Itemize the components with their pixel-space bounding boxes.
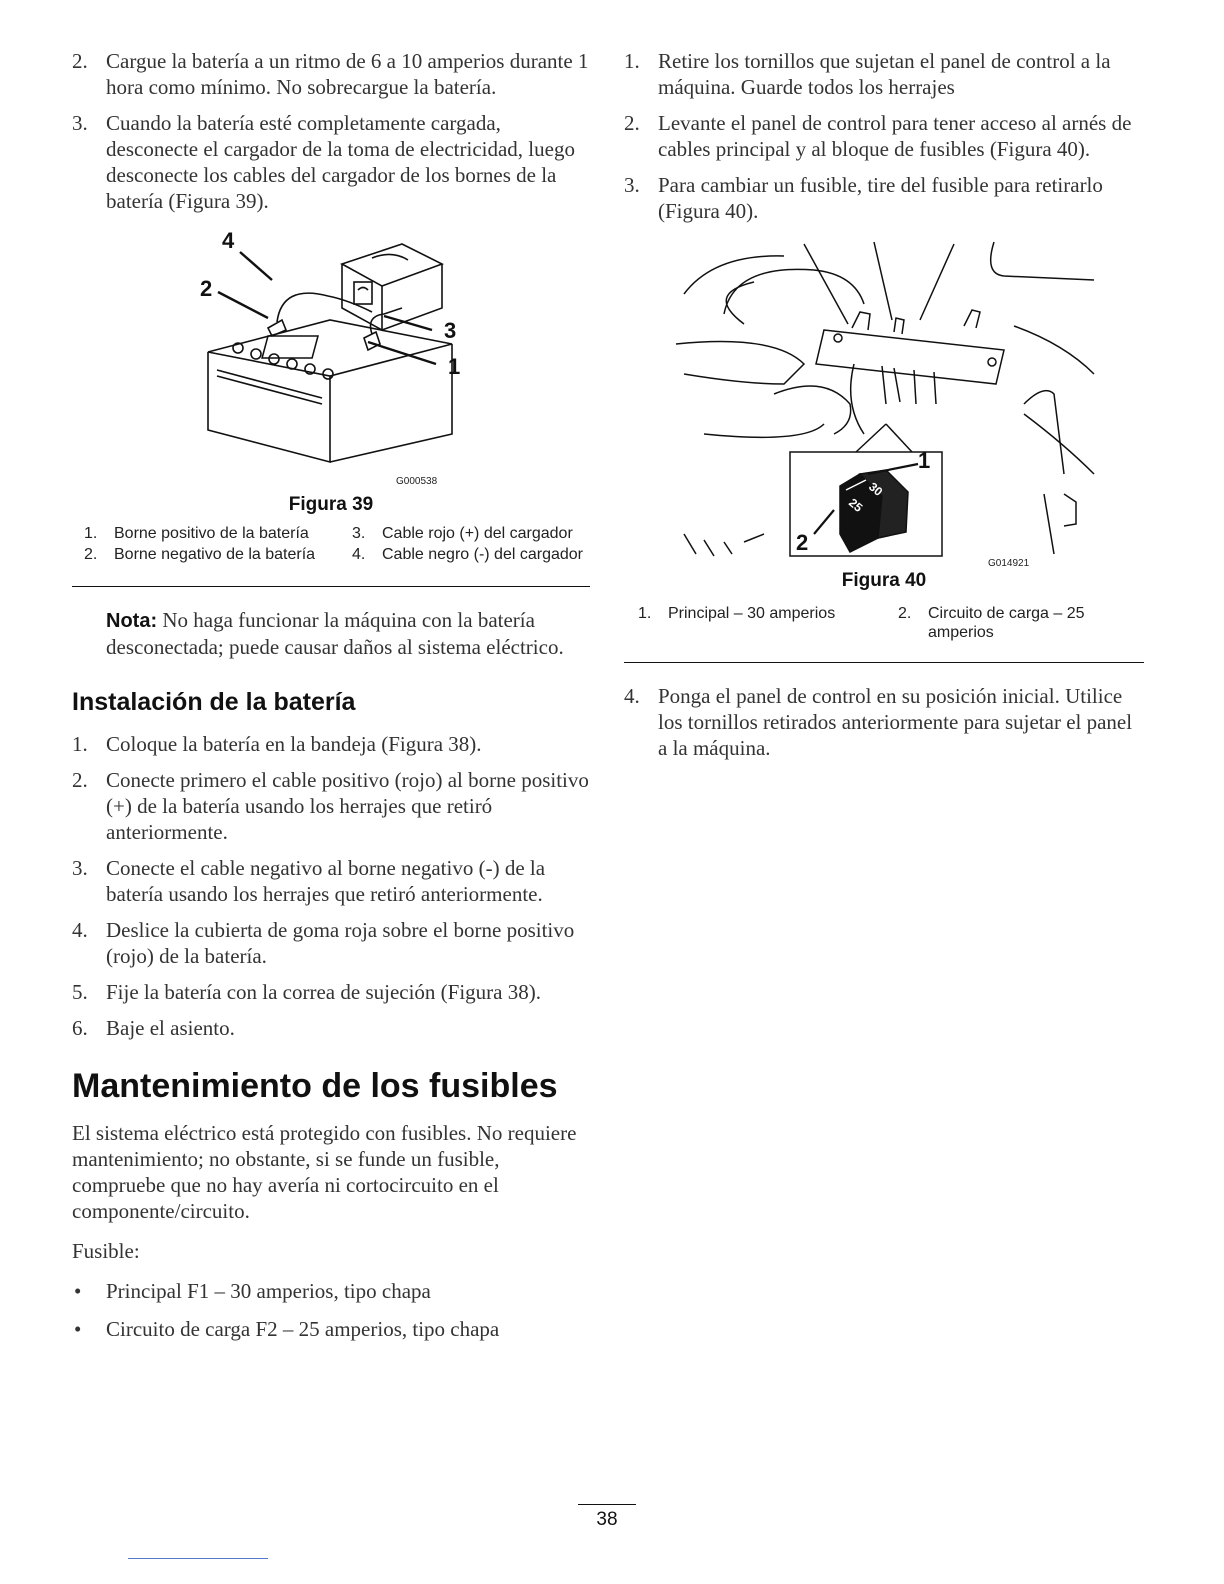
divider [624, 662, 1144, 663]
callout-2: 2 [200, 276, 213, 301]
callout-1: 1 [448, 354, 461, 379]
fuse-steps-continued [624, 683, 1144, 761]
list-item: 3. Conecte el cable negativo al borne negativo (-) de la batería usando los herrajes que retiró anteriormente. [72, 856, 546, 906]
left-column [72, 48, 590, 1354]
list-item: 5. Fije la batería con la correa de sujeción (Figura 38). [72, 980, 541, 1004]
fuse-block-illustration [624, 234, 1144, 574]
fuse-steps [624, 48, 1144, 224]
list-item: • Circuito de carga F2 – 25 amperios, tipo chapa [74, 1317, 500, 1341]
callout-3: 3 [444, 318, 457, 343]
list-item: 2. Cargue la batería a un ritmo de 6 a 10 amperios durante 1 hora como mínimo. No sobrecargue la batería. [72, 49, 589, 99]
figure-caption: Figura 39 [288, 494, 374, 515]
fuse-label-25: 25 [846, 495, 866, 515]
divider [72, 586, 590, 587]
figure-39 [72, 224, 590, 500]
figure-legend [72, 524, 590, 564]
page-number: 38 [578, 1504, 636, 1531]
figure-legend [624, 604, 1144, 642]
fuse-list [72, 1278, 590, 1342]
legend-item: 1. Principal – 30 amperios [638, 605, 836, 622]
legend-item: 3. Cable rojo (+) del cargador [352, 525, 573, 542]
battery-charger-illustration [72, 224, 590, 500]
legend-item: 4. Cable negro (-) del cargador [352, 546, 583, 563]
install-heading: Instalación de la batería [72, 688, 356, 716]
legend-item: 2. Borne negativo de la batería [84, 546, 316, 563]
list-item: 4. Deslice la cubierta de goma roja sobre el borne positivo (rojo) de la batería. [72, 918, 575, 968]
legend-item: 1. Borne positivo de la batería [84, 525, 309, 542]
legend-item: 2. Circuito de carga – 25 amperios [898, 605, 1085, 641]
note-label: Nota: [106, 610, 158, 632]
list-item: • Principal F1 – 30 amperios, tipo chapa [74, 1279, 431, 1303]
fuses-paragraph: El sistema eléctrico está protegido con fusibles. No requiere mantenimiento; no obstante, si se funde un fusible, compruebe que no hay avería ni cortocircuito en el componente/circuito. [72, 1121, 577, 1223]
charging-steps [72, 48, 590, 214]
note [72, 607, 590, 660]
figure-code: G000538 [396, 476, 438, 487]
list-item: 1. Coloque la batería en la bandeja (Figura 38). [72, 732, 482, 756]
fuse-label: Fusible: [72, 1239, 140, 1263]
figure-code: G014921 [988, 558, 1030, 569]
callout-2: 2 [796, 530, 809, 555]
list-item: 2. Conecte primero el cable positivo (rojo) al borne positivo (+) de la batería usando los herrajes que retiró anteriormente. [72, 768, 589, 844]
list-item: 2. Levante el panel de control para tener acceso al arnés de cables principal y al bloque de fusibles (Figura 40). [624, 111, 1132, 161]
right-column [624, 48, 1144, 771]
figure-caption: Figura 40 [841, 570, 927, 591]
list-item: 4. Ponga el panel de control en su posición inicial. Utilice los tornillos retirados anteriormente para sujetar el panel a la máquina. [624, 684, 1133, 760]
fuse-label-30: 30 [866, 479, 886, 499]
callout-4: 4 [222, 228, 235, 253]
list-item: 3. Cuando la batería esté completamente cargada, desconecte el cargador de la toma de electricidad, luego desconecte los cables del cargador de los bornes de la batería (Figura 39). [72, 111, 575, 213]
fuses-heading: Mantenimiento de los fusibles [72, 1067, 558, 1105]
footer-rule [128, 1558, 268, 1559]
list-item: 3. Para cambiar un fusible, tire del fusible para retirarlo (Figura 40). [624, 173, 1103, 223]
list-item: 6. Baje el asiento. [72, 1016, 235, 1040]
note-text: No haga funcionar la máquina con la batería desconectada; puede causar daños al sistema eléctrico. [106, 608, 564, 659]
figure-40 [624, 234, 1144, 574]
list-item: 1. Retire los tornillos que sujetan el panel de control a la máquina. Guarde todos los herrajes [624, 49, 1111, 99]
callout-1: 1 [918, 448, 931, 473]
install-steps [72, 731, 590, 1041]
